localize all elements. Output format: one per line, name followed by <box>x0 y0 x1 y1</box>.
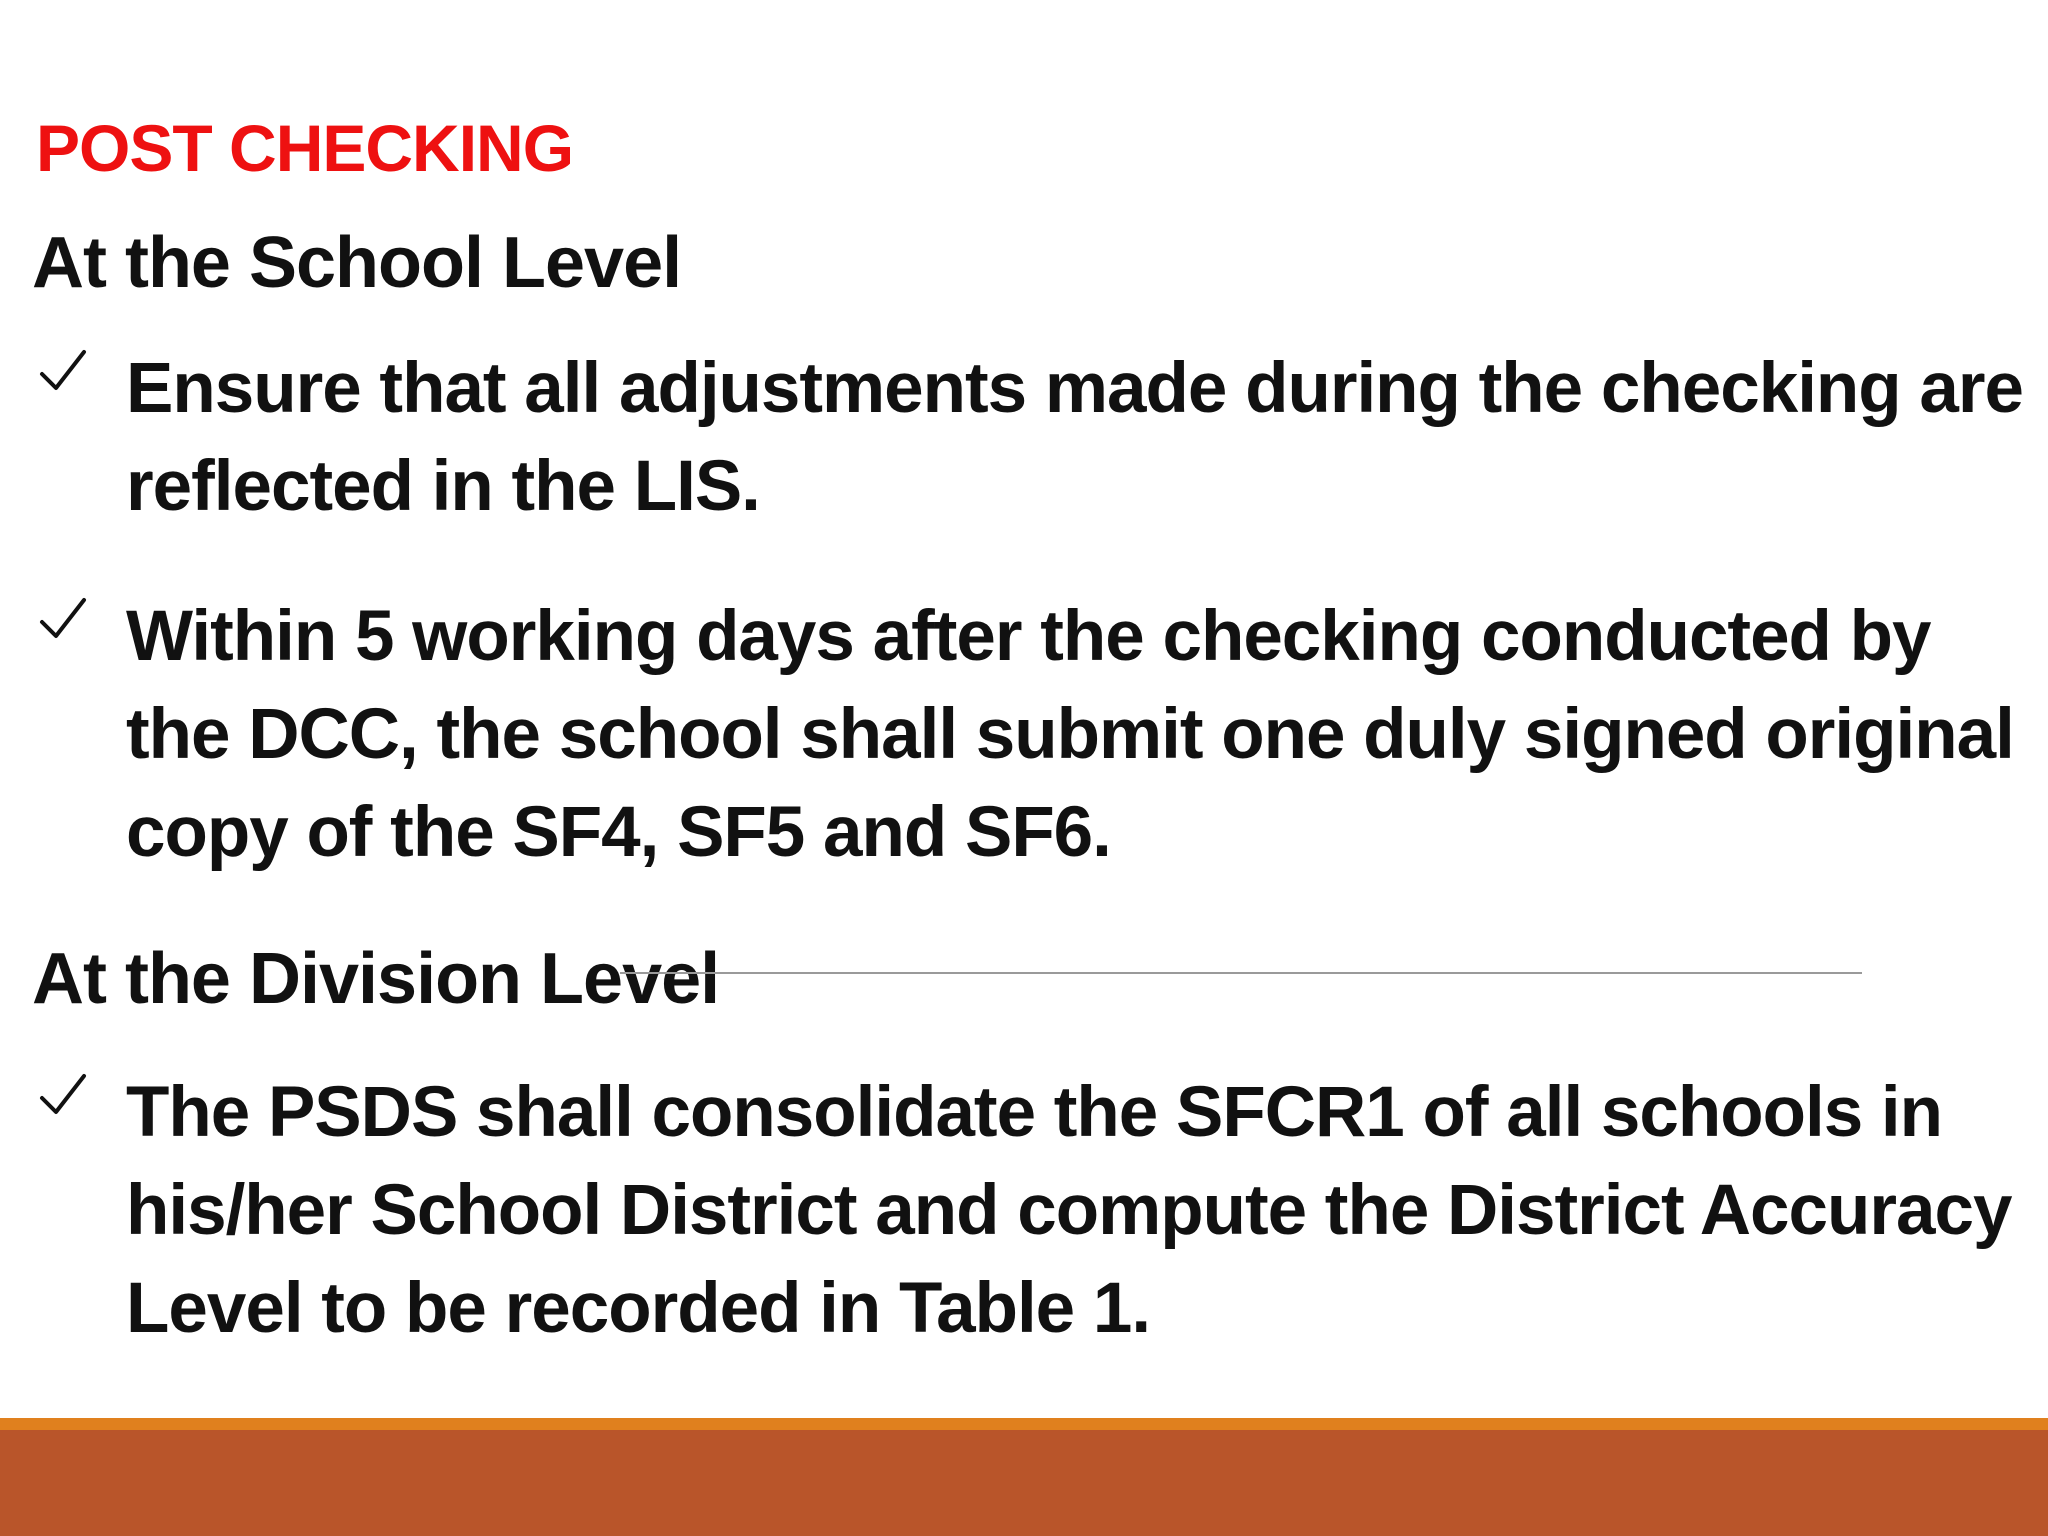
divider-line <box>620 972 1862 974</box>
bullet-text: The PSDS shall consolidate the SFCR1 of all schools in his/her School District and compute the District Accuracy Level to be recorded in Table 1. <box>126 1073 2012 1348</box>
footer-band <box>0 1430 2048 1536</box>
slide-title: POST CHECKING <box>36 111 574 185</box>
check-icon <box>36 592 90 646</box>
check-icon <box>36 344 90 398</box>
bullet-text: Ensure that all adjustments made during the checking are reflected in the LIS. <box>126 349 2023 526</box>
check-icon <box>36 1068 90 1122</box>
section-heading-school-level: At the School Level <box>32 223 682 303</box>
footer-stripe <box>0 1418 2048 1430</box>
bullet-text: Within 5 working days after the checking conducted by the DCC, the school shall submit one duly signed original copy of the SF4, SF5 and SF6. <box>126 597 2014 872</box>
section-heading-division-level: At the Division Level <box>32 939 720 1019</box>
